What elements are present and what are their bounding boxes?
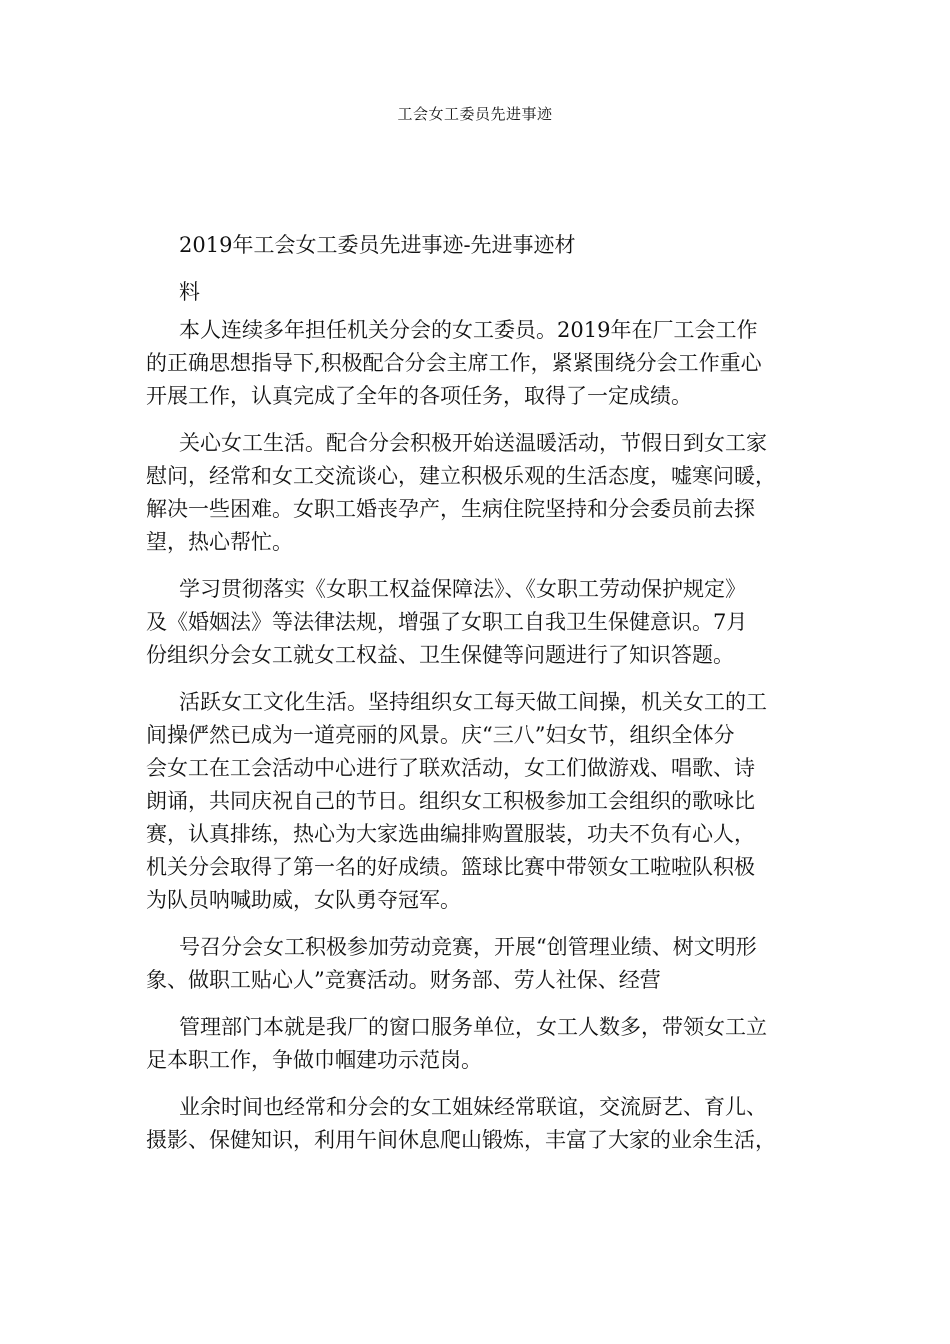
text-line: 业余时间也经常和分会的女工姐妹经常联谊，交流厨艺、育儿、 (179, 1095, 767, 1119)
text-line: 活跃女工文化生活。坚持组织女工每天做工间操，机关女工的工 (179, 690, 767, 714)
text-line: 赛，认真排练，热心为大家选曲编排购置服装，功夫不负有心人， (146, 822, 755, 846)
text-line: 摄影、保健知识，利用午间休息爬山锻炼，丰富了大家的业余生活， (146, 1128, 776, 1152)
text-line: 的正确思想指导下,积极配合分会主席工作，紧紧围绕分会工作重心 (146, 351, 762, 375)
text-line: 开展工作，认真完成了全年的各项任务，取得了一定成绩。 (146, 384, 692, 408)
text-line: 份组织分会女工就女工权益、卫生保健等问题进行了知识答题。 (146, 643, 734, 667)
text-line: 管理部门本就是我厂的窗口服务单位，女工人数多，带领女工立 (179, 1015, 767, 1039)
text-line: 及《婚姻法》等法律法规，增强了女职工自我卫生保健意识。7月 (146, 610, 748, 634)
document-title (146, 222, 666, 316)
text-line: 为队员呐喊助威，女队勇夺冠军。 (146, 888, 461, 912)
text-line: 望，热心帮忙。 (146, 530, 293, 554)
text-line: 象、做职工贴心人”竞赛活动。财务部、劳人社保、经营 (146, 968, 661, 992)
document-body (146, 314, 808, 1171)
title-line: 料 (179, 280, 200, 304)
text-line: 机关分会取得了第一名的好成绩。篮球比赛中带领女工啦啦队积极 (146, 855, 755, 879)
text-line: 学习贯彻落实《女职工权益保障法》、《女职工劳动保护规定》 (179, 577, 746, 601)
paragraph-care (146, 427, 808, 559)
text-line: 解决一些困难。女职工婚丧孕产，生病住院坚持和分会委员前去探 (146, 497, 755, 521)
text-line: 会女工在工会活动中心进行了联欢活动，女工们做游戏、唱歌、诗 (146, 756, 755, 780)
text-line: 关心女工生活。配合分会积极开始送温暖活动，节假日到女工家 (179, 431, 767, 455)
paragraph-culture (146, 686, 808, 917)
text-line: 慰问，经常和女工交流谈心，建立积极乐观的生活态度，嘘寒问暖， (146, 464, 776, 488)
page-header: 工会女工委员先进事迹 (397, 105, 553, 123)
text-line: 间操俨然已成为一道亮丽的风景。庆“三八”妇女节，组织全体分 (146, 723, 735, 747)
text-line: 号召分会女工积极参加劳动竞赛，开展“创管理业绩、树文明形 (179, 935, 757, 959)
paragraph-law (146, 573, 808, 672)
title-line: 2019年工会女工委员先进事迹-先进事迹材 (179, 233, 576, 257)
paragraph-leisure (146, 1091, 808, 1157)
paragraph-management (146, 1011, 808, 1077)
paragraph-intro (146, 314, 808, 413)
text-line: 足本职工作，争做巾帼建功示范岗。 (146, 1048, 482, 1072)
text-line: 本人连续多年担任机关分会的女工委员。2019年在厂工会工作 (179, 318, 758, 342)
text-line: 朗诵，共同庆祝自己的节日。组织女工积极参加工会组织的歌咏比 (146, 789, 755, 813)
paragraph-competition (146, 931, 808, 997)
